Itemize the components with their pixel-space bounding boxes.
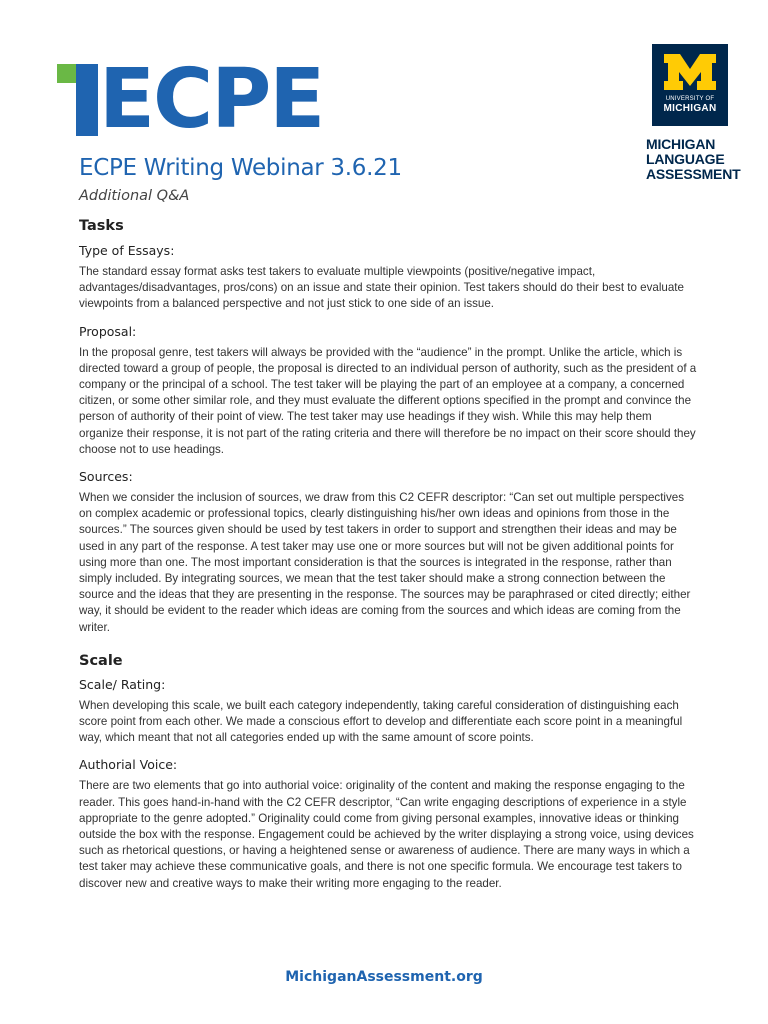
subheading-authorial-voice: Authorial Voice: <box>79 757 178 773</box>
subheading-type-of-essays: Type of Essays: <box>79 243 175 258</box>
um-badge-small-text: UNIVERSITY OF <box>665 96 715 102</box>
paragraph-type-of-essays: The standard essay format asks test takers to evaluate multiple viewpoints (positive/negative impact, advantages/disadvantages, pros/cons) on an issue and state their opinion. Test takers should do their best to evaluate viewpoints from a balanced perspective and not just stick to one side of an issue. <box>79 265 684 311</box>
document-subtitle: Additional Q&A <box>79 188 190 204</box>
document-title: ECPE Writing Webinar 3.6.21 <box>79 155 402 181</box>
subheading-proposal: Proposal: <box>79 323 137 339</box>
document-body <box>79 210 699 892</box>
subheading-scale-rating: Scale/ Rating: <box>79 676 166 692</box>
mla-line: ASSESSMENT <box>646 166 741 182</box>
um-badge-name: MICHIGAN <box>663 103 717 114</box>
section-heading-tasks: Tasks <box>79 218 124 234</box>
block-m-icon <box>662 52 718 92</box>
paragraph-scale-rating: When developing this scale, we built each category independently, taking careful consideration of distinguishing each score point from each other. We made a conscious effort to develop and differentiate each score point in a meaningful way, which meant that not all categories ended up with the same amount of score points. <box>79 698 683 745</box>
paragraph-authorial-voice: There are two elements that go into authorial voice: originality of the content and making the response engaging to the reader. This goes hand-in-hand with the C2 CEFR descriptor, “Can write engaging descriptions of experience in a style appropriate to the genre adopted.” Originality could come from giving personal examples, innovative ideas or thinking outside the box with the response. Engagement could be achieved by the writer displaying a strong voice, using devices such as rhetorical questions, or having a heightened sense or awareness of audience. There are many ways in which a test taker may achieve these communicative goals, and there is not one specific formula. We encourage test takers to discover new and creative ways to make their writing more engaging to the reader. <box>79 779 694 890</box>
paragraph-proposal: In the proposal genre, test takers will always be provided with the “audience” in the prompt. Unlike the article, which is directed toward a group of people, the proposal is directed to an individual person of authority, such as the president of a company or the principal of a school. The test taker will be playing the part of an employee at a company, a concerned citizen, or some other similar role, and they must evaluate the different options specified in the prompt and convince the person of authority of their point of view. The test taker may use headings if they wish. While this may help them organize their response, it is not part of the rating criteria and there will therefore be no impact on their score should they choose not to use headings. <box>79 345 697 456</box>
paragraph-sources: When we consider the inclusion of sources, we draw from this C2 CEFR descriptor: “Can set out multiple perspectives on complex academic or professional topics, clearly distinguishing his/her own ideas and opinions from those in the sources.” The sources given should be used by test takers in order to support and strengthen their ideas and may be used in any part of the response. A test taker may use one or more sources but will not be given additional points for using more than one. The most important consideration is that the sources is integrated in the response, rather than simply included. By integrating sources, we mean that the test taker should make a strong connection between the source and the ideas that they are presenting in the response. The sources may be paraphrased or cited directly; either way, it should be evident to the reader which ideas are coming from the sources and which ideas are coming from the writer. <box>79 491 691 634</box>
mla-line: MICHIGAN <box>646 136 716 152</box>
university-of-michigan-logo <box>652 44 728 126</box>
logo-green-square <box>57 64 76 83</box>
subheading-sources: Sources: <box>79 469 133 485</box>
michigan-language-assessment-logo-text <box>646 136 741 182</box>
ecpe-logo <box>57 52 342 147</box>
section-heading-scale: Scale <box>79 652 123 669</box>
logo-blue-bar <box>76 64 98 136</box>
footer-website-link[interactable]: MichiganAssessment.org <box>285 969 483 985</box>
mla-line: LANGUAGE <box>646 151 725 167</box>
logo-wordmark: ECPE <box>99 52 324 147</box>
